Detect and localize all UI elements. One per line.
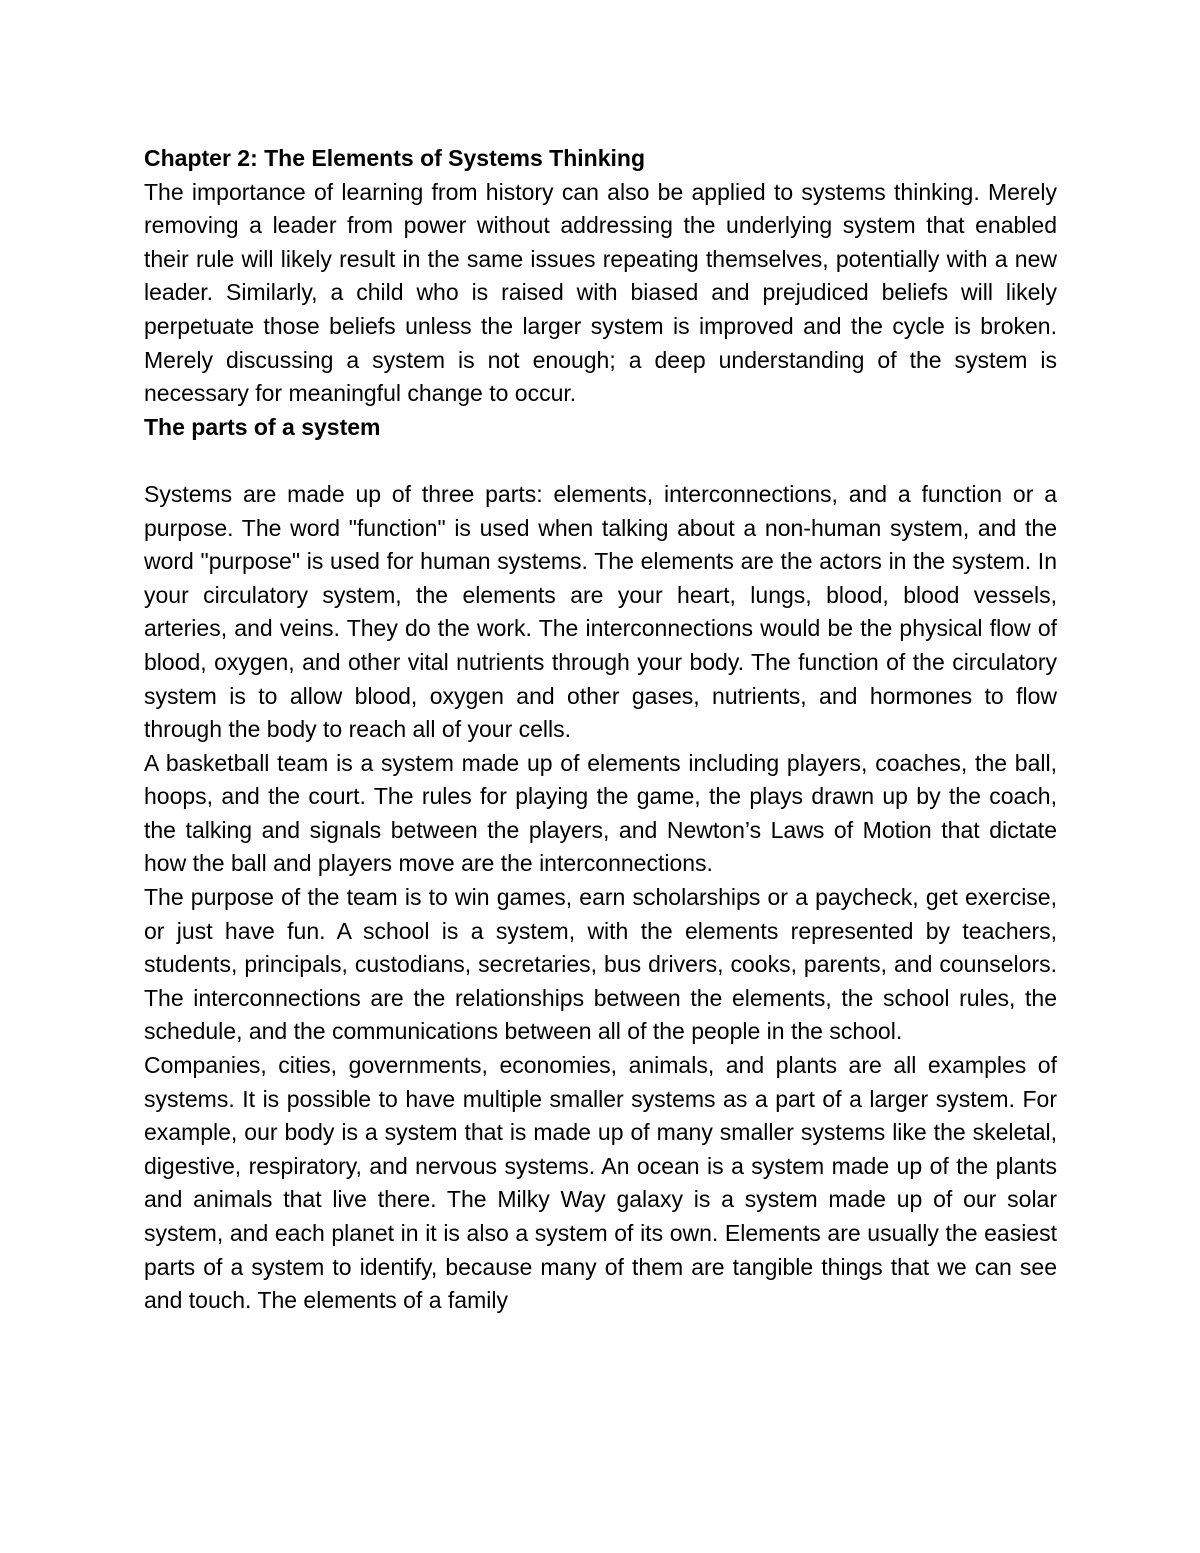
document-page <box>144 142 1057 1318</box>
body-paragraph-team-purpose: The purpose of the team is to win games, earn scholarships or a paycheck, get exercise, or just have fun. A school is a system, with the elements represented by teachers, students, principals, custodians, secretaries, bus drivers, cooks, parents, and counselors. The interconnections are the relationships between the elements, the school rules, the schedule, and the communications between all of the people in the school. <box>144 884 1057 1045</box>
body-paragraph-examples: Companies, cities, governments, economies, animals, and plants are all examples of systems. It is possible to have multiple smaller systems as a part of a larger system. For example, our body is a system that is made up of many smaller systems like the skeletal, digestive, respiratory, and nervous systems. An ocean is a system made up of the plants and animals that live there. The Milky Way galaxy is a system made up of our solar system, and each planet in it is also a system of its own. Elements are usually the easiest parts of a system to identify, because many of them are tangible things that we can see and touch. The elements of a family <box>144 1052 1057 1314</box>
intro-paragraph: The importance of learning from history can also be applied to systems thinking. Merely removing a leader from power without addressing the underlying system that enabled their rule will likely result in the same issues repeating themselves, potentially with a new leader. Similarly, a child who is raised with biased and prejudiced beliefs will likely perpetuate those beliefs unless the larger system is improved and the cycle is broken. Merely discussing a system is not enough; a deep understanding of the system is necessary for meaningful change to occur. <box>144 178 1057 407</box>
body-paragraph-basketball: A basketball team is a system made up of elements including players, coaches, the ball, hoops, and the court. The rules for playing the game, the plays drawn up by the coach, the talking and signals between the players, and Newton’s Laws of Motion that dictate how the ball and players move are the interconnections. <box>144 749 1057 877</box>
chapter-title: Chapter 2: The Elements of Systems Thinking <box>144 145 645 171</box>
blank-line <box>144 444 1057 478</box>
body-paragraph-circulatory: Systems are made up of three parts: elements, interconnections, and a function or a purpose. The word "function" is used when talking about a non-human system, and the word "purpose" is used for human systems. The elements are the actors in the system. In your circulatory system, the elements are your heart, lungs, blood, blood vessels, arteries, and veins. They do the work. The interconnections would be the physical flow of blood, oxygen, and other vital nutrients through your body. The function of the circulatory system is to allow blood, oxygen and other gases, nutrients, and hormones to flow through the body to reach all of your cells. <box>144 480 1057 743</box>
section-heading: The parts of a system <box>144 413 381 440</box>
